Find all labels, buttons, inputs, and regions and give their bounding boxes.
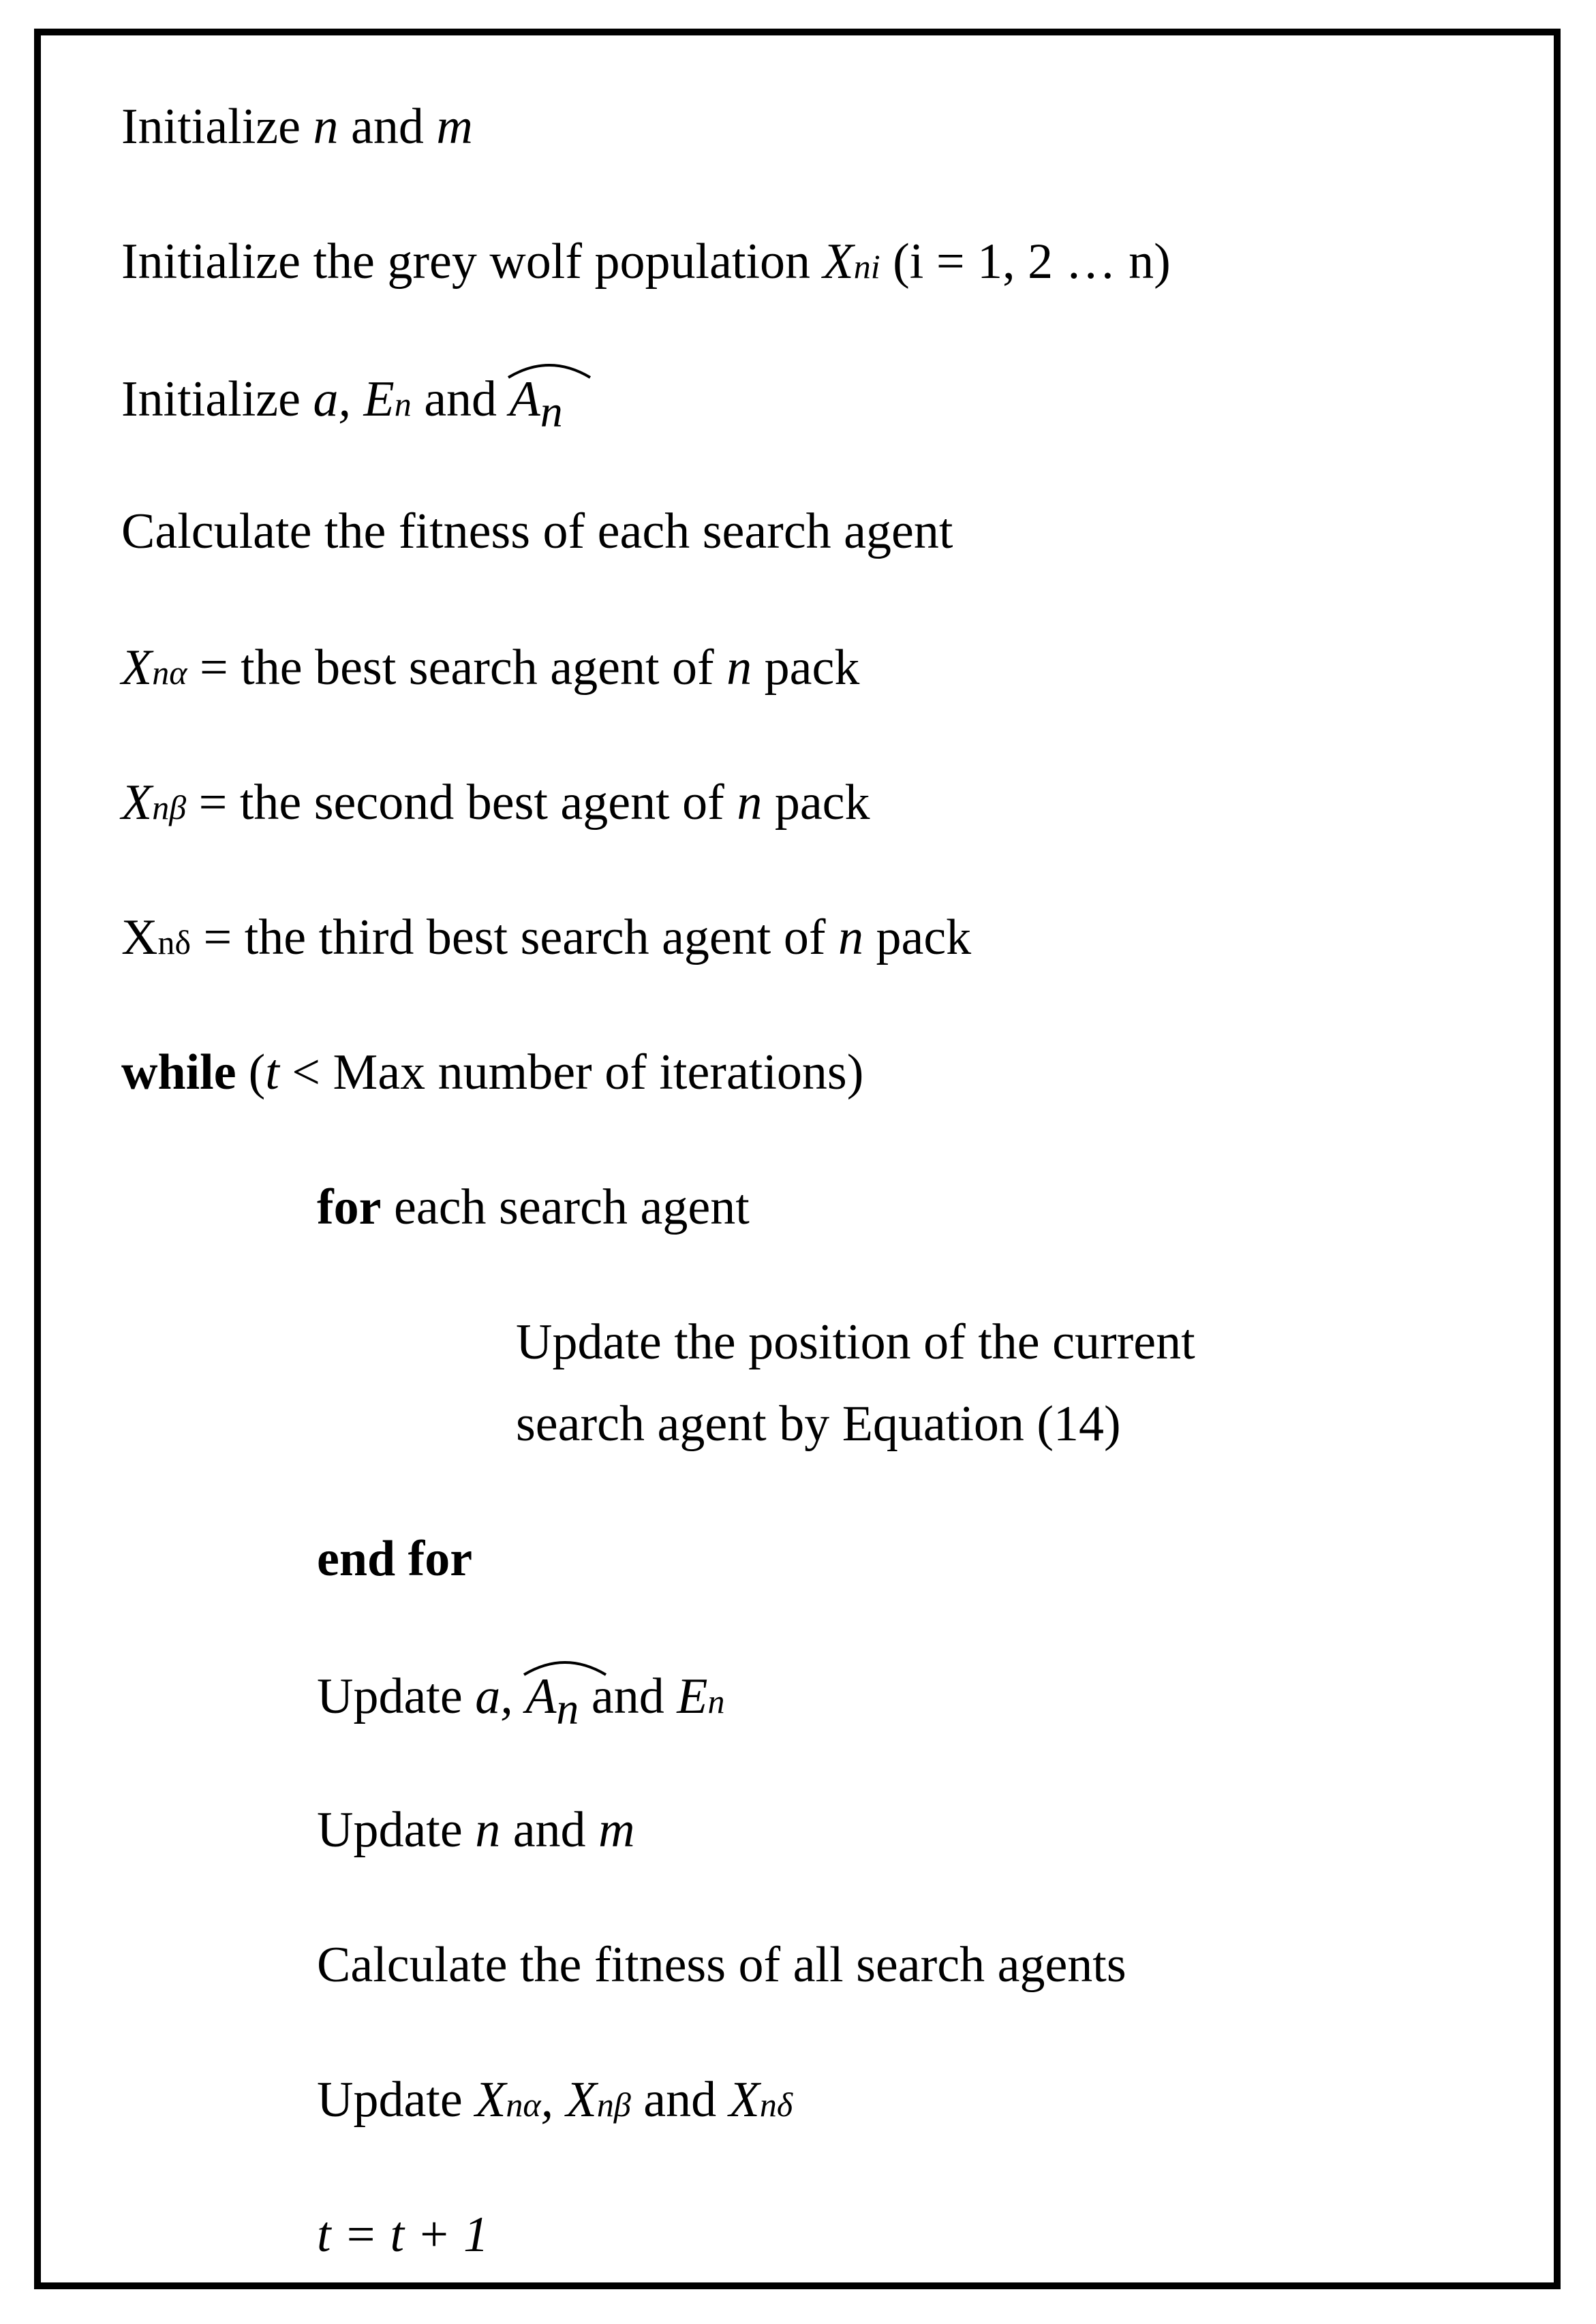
var-A: A [509,371,540,427]
var-X: X [728,2072,760,2128]
var-a: a, [313,371,364,427]
line-beta [121,771,870,839]
hat-arc-icon [523,1653,607,1677]
text: Calculate the fitness of each search agent [121,503,953,559]
text: Calculate the fitness of all search agents [317,1937,1126,1993]
var-X: X [121,640,153,696]
line-for [317,1176,750,1239]
var-A-hat [525,1662,579,1734]
text: ( [248,1044,266,1100]
line-update-position [516,1311,1195,1374]
text: , [540,2072,566,2128]
text: Update the position of the current [516,1314,1195,1370]
var-n: n [313,99,339,155]
text: and [338,99,437,155]
subscript: nα [506,2086,541,2124]
subscript: n [556,1684,579,1734]
subscript: nα [152,653,187,692]
text: = the second best agent of [186,775,737,831]
subscript: n [394,385,412,423]
var-E: E [363,371,395,427]
line-while [121,1041,863,1104]
text: pack [752,640,860,696]
keyword-while: while [121,1044,236,1100]
keyword-end-for: end for [317,1531,473,1587]
text: Initialize [121,371,313,427]
text: = the best search agent of [187,640,727,696]
text: t = t + 1 [317,2207,489,2263]
var-m: m [436,99,473,155]
line-calculate-all-fitness [317,1934,1126,1996]
subscript: n [540,387,563,437]
var-A-hat [509,365,563,437]
var-m: m [598,1802,635,1858]
line-update-position-cont [516,1393,1121,1455]
subscript: nδ [759,2086,793,2124]
subscript: n [707,1682,725,1720]
line-update-leaders [317,2069,793,2136]
subscript: ni [853,247,880,285]
keyword-for: for [317,1179,382,1235]
text: (i = 1, 2 … n) [880,234,1171,290]
text: Update [317,1802,476,1858]
var-n: n [475,1802,501,1858]
var-X: X [121,775,153,831]
text: = the third best search agent of [191,910,838,965]
var-n: n [726,640,752,696]
text: Update [317,1669,476,1724]
line-update-a-A-E [317,1662,724,1733]
line-delta [121,906,971,974]
algorithm-box [34,29,1561,2289]
text: and [579,1669,677,1724]
text: < Max number of iterations) [279,1044,864,1100]
var-E: E [677,1669,708,1724]
line-initialize-population [121,230,1171,298]
text: search agent by Equation (14) [516,1396,1121,1452]
text: Update [317,2072,476,2128]
text: and [630,2072,729,2128]
text: and [500,1802,599,1858]
hat-arc-icon [507,356,592,380]
var-X: X [566,2072,597,2128]
line-end-for [317,1528,472,1590]
line-calculate-fitness [121,500,953,563]
var-n: n [838,910,863,965]
var-a: a, [475,1669,526,1724]
line-initialize-a-E-A [121,365,563,435]
line-alpha [121,636,859,704]
subscript: nβ [152,788,187,826]
line-update-n-m [317,1799,635,1861]
var-t: t [265,1044,279,1100]
line-initialize-n-m [121,95,473,158]
text: Initialize [121,99,313,155]
text: and [411,371,510,427]
subscript: nβ [596,2086,631,2124]
var-X: X [475,2072,506,2128]
var-X: X [121,910,158,965]
var-A: A [525,1669,557,1724]
var-X: X [823,234,854,290]
text: pack [863,910,972,965]
var-n: n [737,775,763,831]
text: pack [762,775,870,831]
text: Initialize the grey wolf population [121,234,823,290]
text: each search agent [381,1179,750,1235]
line-increment-t [317,2203,489,2266]
subscript: nδ [157,923,191,961]
